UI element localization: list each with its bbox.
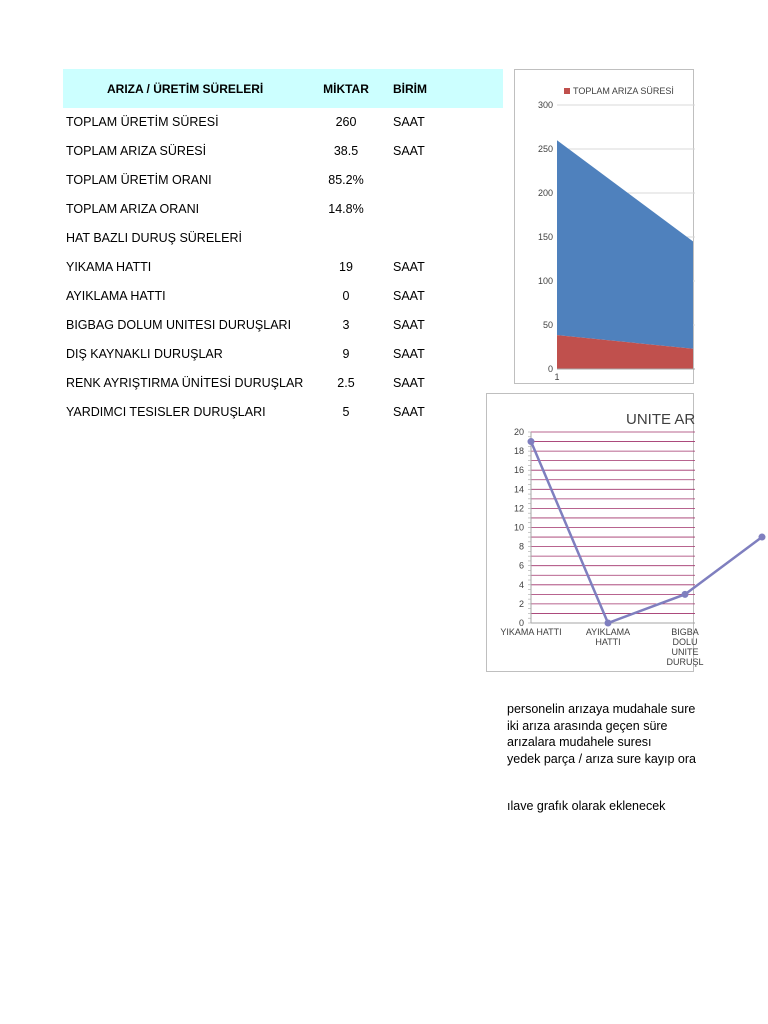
table-row xyxy=(63,166,503,195)
row-value: 85.2% xyxy=(328,173,364,187)
y-tick-label: 10 xyxy=(513,522,524,533)
x-tick-label: HATTI xyxy=(595,637,621,647)
table-row xyxy=(63,282,503,311)
y-tick-label: 50 xyxy=(542,320,553,330)
y-tick-label: 0 xyxy=(547,364,553,374)
row-label: AYIKLAMA HATTI xyxy=(66,289,166,303)
y-tick-label: 8 xyxy=(518,541,524,552)
table-row xyxy=(63,195,503,224)
chart-title: UNITE AR xyxy=(626,411,696,428)
header-quantity: MİKTAR xyxy=(323,82,369,96)
header-duration: ARIZA / ÜRETİM SÜRELERİ xyxy=(107,82,264,96)
row-value: 3 xyxy=(342,318,350,332)
row-label: TOPLAM ARIZA ORANI xyxy=(66,202,200,216)
row-unit: SAAT xyxy=(393,318,425,332)
row-label: TOPLAM ARIZA SÜRESİ xyxy=(66,144,207,158)
header-unit: BİRİM xyxy=(393,82,427,96)
table-row xyxy=(63,137,503,166)
area-chart-svg xyxy=(515,70,695,385)
line-chart xyxy=(486,393,704,672)
row-value: 14.8% xyxy=(328,202,364,216)
y-tick-label: 6 xyxy=(518,560,524,571)
row-unit: SAAT xyxy=(393,376,425,390)
note-line: arızalara mudahele suresı xyxy=(507,735,652,749)
notes-block xyxy=(507,701,694,815)
row-value: 0 xyxy=(342,289,350,303)
y-tick-label: 100 xyxy=(537,276,553,286)
y-tick-label: 16 xyxy=(513,465,524,476)
data-point xyxy=(605,620,612,627)
note-line: yedek parça / arıza sure kayıp ora xyxy=(507,751,696,766)
line-chart-svg xyxy=(487,394,704,673)
x-tick-label: AYIKLAMA xyxy=(585,627,631,637)
legend-label: TOPLAM ARIZA SÜRESİ xyxy=(573,86,674,96)
duration-table xyxy=(63,69,503,427)
x-tick-label: UNITE xyxy=(671,647,699,657)
row-label: HAT BAZLI DURUŞ SÜRELERİ xyxy=(66,231,242,245)
y-tick-label: 18 xyxy=(513,446,524,457)
series-line xyxy=(531,442,762,623)
area-series-upper xyxy=(557,140,693,349)
y-tick-label: 250 xyxy=(537,144,553,154)
table-row xyxy=(63,224,503,253)
row-value: 2.5 xyxy=(337,376,355,390)
y-tick-label: 4 xyxy=(518,579,524,590)
row-label: YARDIMCI TESISLER DURUŞLARI xyxy=(66,405,266,419)
table-row xyxy=(63,398,503,427)
row-unit: SAAT xyxy=(393,115,425,129)
table-row xyxy=(63,340,503,369)
y-tick-label: 300 xyxy=(537,100,553,110)
x-tick-label: 1 xyxy=(554,372,560,382)
note-line: personelin arızaya mudahale sure xyxy=(507,702,696,716)
row-value: 38.5 xyxy=(333,144,359,158)
note-line: iki arıza arasında geçen süre xyxy=(507,718,668,733)
y-tick-label: 150 xyxy=(537,232,553,242)
table-header xyxy=(63,69,503,108)
x-tick-label: BIGBA xyxy=(671,627,699,637)
x-tick-label: DURUŞL xyxy=(666,657,704,667)
x-tick-label: YIKAMA HATTI xyxy=(500,627,562,637)
note-footer: ılave grafık olarak eklenecek xyxy=(507,799,666,813)
legend-swatch xyxy=(564,88,570,94)
row-value: 19 xyxy=(339,260,353,274)
table-body xyxy=(63,108,503,427)
row-unit: SAAT xyxy=(393,144,425,158)
y-tick-label: 0 xyxy=(518,618,524,628)
row-label: BIGBAG DOLUM UNITESI DURUŞLARI xyxy=(66,318,292,332)
data-point xyxy=(528,438,535,445)
table-row xyxy=(63,311,503,340)
y-tick-label: 200 xyxy=(537,188,553,198)
row-label: DIŞ KAYNAKLI DURUŞLAR xyxy=(66,347,223,361)
data-point xyxy=(682,591,689,598)
data-point xyxy=(759,534,766,541)
row-value: 260 xyxy=(335,115,357,129)
y-tick-label: 12 xyxy=(513,503,524,514)
row-label: RENK AYRIŞTIRMA ÜNİTESİ DURUŞLAR xyxy=(66,376,304,390)
row-value: 9 xyxy=(342,347,350,361)
table-row xyxy=(63,253,503,282)
row-value: 5 xyxy=(342,405,350,419)
y-tick-label: 20 xyxy=(513,427,524,437)
area-chart xyxy=(514,69,694,384)
y-tick-label: 2 xyxy=(518,598,524,609)
row-label: TOPLAM ÜRETİM SÜRESİ xyxy=(66,115,219,129)
row-label: YIKAMA HATTI xyxy=(66,260,152,274)
y-tick-label: 14 xyxy=(513,484,524,495)
row-unit: SAAT xyxy=(393,260,425,274)
table-row xyxy=(63,108,503,137)
row-unit: SAAT xyxy=(393,347,425,361)
row-unit: SAAT xyxy=(393,289,425,303)
table-row xyxy=(63,369,503,398)
row-label: TOPLAM ÜRETİM ORANI xyxy=(66,173,212,187)
row-unit: SAAT xyxy=(393,405,425,419)
x-tick-label: DOLU xyxy=(672,637,698,647)
